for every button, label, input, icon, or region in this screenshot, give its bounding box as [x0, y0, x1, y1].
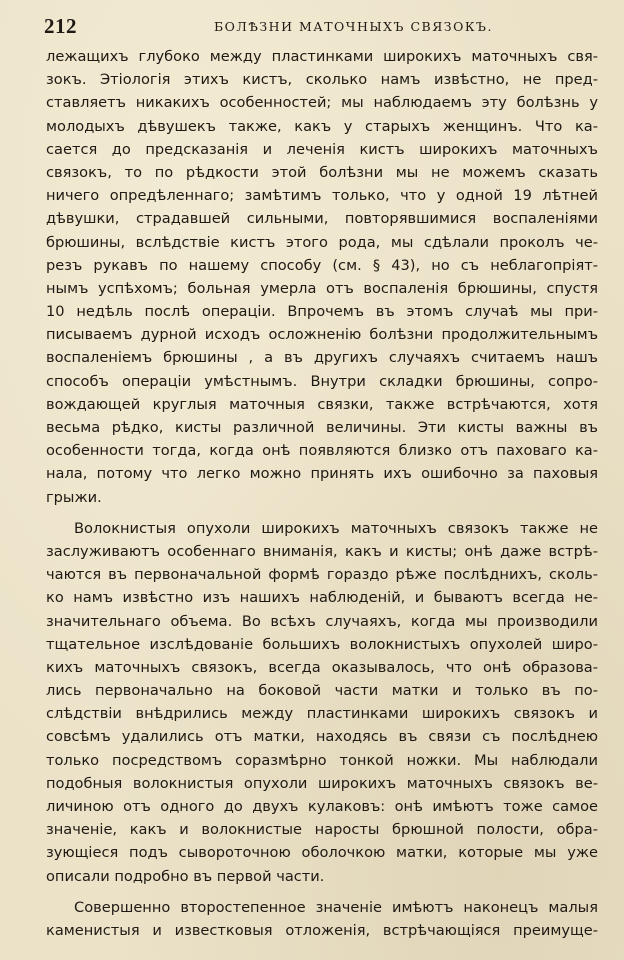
text-line: 10 недѣль послѣ операцiи. Впрочемъ въ этомъ случаѣ мы при- — [46, 303, 598, 321]
text-line: ничего опредѣленнаго; замѣтимъ только, что у одной 19 лѣтней — [46, 187, 598, 205]
paragraph-2 — [46, 517, 598, 888]
text-line: совсѣмъ удалились отъ матки, находясь въ связи съ послѣднею — [46, 728, 598, 746]
text-line: особенности тогда, когда онѣ появляются близко отъ паховаго ка- — [46, 442, 598, 460]
text-line: зокъ. Этiологiя этихъ кистъ, сколько намъ извѣстно, не пред- — [46, 71, 598, 89]
text-line: резъ рукавъ по нашему способу (см. § 43), но съ неблагопрiят- — [46, 256, 598, 274]
text-line: ко намъ извѣстно изъ нашихъ наблюденiй, и бываютъ всегда не- — [46, 589, 598, 607]
page-number: 212 — [44, 14, 77, 38]
text-line: подобныя волокнистыя опухоли широкихъ маточныхъ связокъ ве- — [46, 774, 598, 792]
text-line: молодыхъ дѣвушекъ также, какъ у старыхъ женщинъ. Что ка- — [46, 117, 598, 135]
text-line: нымъ успѣхомъ; больная умерла отъ воспаленiя брюшины, спустя — [46, 279, 598, 297]
text-line: связокъ, то по рѣдкости этой болѣзни мы не можемъ сказать — [46, 163, 598, 181]
text-line: сается до предсказанiя и леченiя кистъ широкихъ маточныхъ — [46, 140, 598, 158]
text-line: воспаленiемъ брюшины , а въ другихъ случаяхъ считаемъ нашъ — [46, 349, 598, 367]
text-line: слѣдствiи внѣдрились между пластинками широкихъ связокъ и — [46, 705, 598, 723]
text-line: кихъ маточныхъ связокъ, всегда оказывалось, что онѣ образова- — [46, 658, 598, 676]
page-header — [44, 14, 574, 44]
text-line: вождающей круглыя маточныя связки, также встрѣчаются, хотя — [46, 395, 598, 413]
text-line: тщательное изслѣдованiе большихъ волокнистыхъ опухолей широ- — [46, 635, 598, 653]
paragraph-1 — [46, 45, 598, 509]
text-line: зующiеся подъ сывороточною оболочкою матки, которые мы уже — [46, 844, 598, 862]
text-line: лежащихъ глубоко между пластинками широкихъ маточныхъ свя- — [46, 48, 598, 65]
paragraph-spacer — [46, 888, 598, 896]
running-head: БОЛѢЗНИ МАТОЧНЫХЪ СВЯЗОКЪ. — [214, 19, 493, 34]
text-line: Волокнистыя опухоли широкихъ маточныхъ связокъ также не — [74, 519, 598, 537]
text-line: только посредствомъ соразмѣрно тонкой ножки. Мы наблюдали — [46, 751, 598, 769]
paragraph-3 — [46, 896, 598, 942]
text-line: способъ операцiи умѣстнымъ. Внутри складки брюшины, сопро- — [46, 372, 598, 390]
text-line: каменистыя и известковыя отложенiя, встрѣчающiяся преимуще- — [46, 921, 598, 939]
text-line: значенiе, какъ и волокнистые наросты брюшной полости, обра- — [46, 821, 598, 839]
text-line: личиною отъ одного до двухъ кулаковъ: онѣ имѣютъ тоже самое — [46, 798, 598, 815]
text-line: лись первоначально на боковой части матки и только въ по- — [46, 682, 598, 700]
text-line: весьма рѣдко, кисты различной величины. Эти кисты важны въ — [46, 419, 598, 436]
text-line: описали подробно въ первой части. — [46, 867, 325, 885]
text-line: дѣвушки, страдавшей сильными, повторявшимися воспаленiями — [46, 210, 598, 228]
text-line: заслуживаютъ особеннаго вниманiя, какъ и кисты; онѣ даже встрѣ- — [46, 542, 598, 560]
paragraph-spacer — [46, 509, 598, 517]
text-line: Совершенно второстепенное значенiе имѣютъ наконецъ малыя — [74, 898, 598, 916]
text-line: значительнаго объема. Во всѣхъ случаяхъ, когда мы производили — [46, 612, 598, 630]
text-line: ставляетъ никакихъ особенностей; мы наблюдаемъ эту болѣзнь у — [46, 94, 598, 112]
text-line: грыжи. — [46, 488, 102, 506]
body-text — [46, 45, 598, 942]
text-line: чаются въ первоначальной формѣ гораздо рѣже послѣднихъ, сколь- — [46, 566, 598, 584]
text-line: писываемъ дурной исходъ осложненiю болѣзни продолжительнымъ — [46, 326, 598, 344]
text-line: нала, потому что легко можно принять ихъ ошибочно за паховыя — [46, 465, 598, 483]
text-line: брюшины, вслѣдствiе кистъ этого рода, мы сдѣлали проколъ че- — [46, 233, 598, 251]
